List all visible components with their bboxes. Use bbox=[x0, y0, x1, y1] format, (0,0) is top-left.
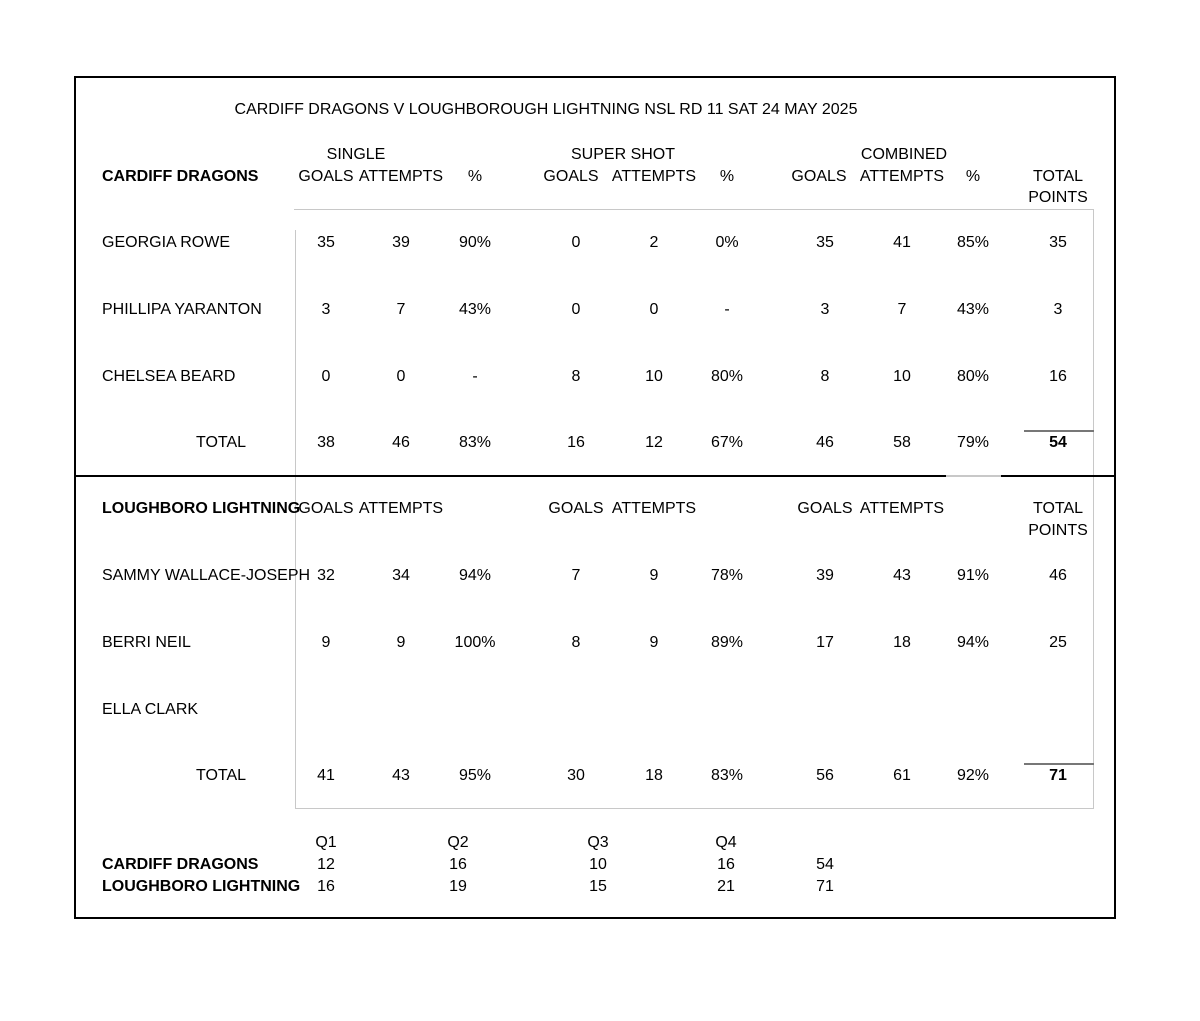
stat-cell: 3 bbox=[321, 301, 331, 318]
col-header-goals: GOALS bbox=[298, 168, 354, 185]
super-shot-header: SUPER SHOT bbox=[570, 146, 676, 163]
stat-cell: 78% bbox=[710, 567, 744, 584]
cardiff-team-heading: CARDIFF DRAGONS bbox=[102, 168, 259, 185]
stat-cell: - bbox=[724, 301, 730, 318]
total-stat-cell: 56 bbox=[816, 767, 834, 784]
col-header-attempts: ATTEMPTS bbox=[611, 500, 697, 517]
stat-cell: 80% bbox=[956, 368, 990, 385]
section-divider-gap bbox=[946, 475, 1001, 477]
col-header-attempts: ATTEMPTS bbox=[859, 168, 945, 185]
stat-cell: 39 bbox=[816, 567, 834, 584]
total-stat-cell: 46 bbox=[816, 434, 834, 451]
col-header-goals: GOALS bbox=[543, 168, 599, 185]
col-header-pct: % bbox=[719, 168, 735, 185]
combined-header: COMBINED bbox=[860, 146, 948, 163]
stat-cell: 0 bbox=[571, 301, 581, 318]
player-name: CHELSEA BEARD bbox=[102, 368, 236, 385]
total-stat-cell: 61 bbox=[893, 767, 911, 784]
total-stat-cell: 38 bbox=[317, 434, 335, 451]
stat-cell: 0 bbox=[571, 234, 581, 251]
stat-cell: 32 bbox=[317, 567, 335, 584]
stat-cell: 3 bbox=[820, 301, 830, 318]
total-stat-cell: 43 bbox=[392, 767, 410, 784]
stat-cell: 35 bbox=[317, 234, 335, 251]
stat-cell: 2 bbox=[649, 234, 659, 251]
col-header-goals: GOALS bbox=[797, 500, 853, 517]
col-header-pct: % bbox=[965, 168, 981, 185]
stat-cell: 8 bbox=[571, 368, 581, 385]
quarter-score: 19 bbox=[449, 878, 467, 895]
stat-cell: 0 bbox=[396, 368, 406, 385]
quarter-score: 21 bbox=[717, 878, 735, 895]
stat-cell: 100% bbox=[454, 634, 496, 651]
total-stat-cell: 41 bbox=[317, 767, 335, 784]
total-stat-cell: 79% bbox=[956, 434, 990, 451]
stat-cell: 35 bbox=[1049, 234, 1067, 251]
stat-cell: 94% bbox=[956, 634, 990, 651]
stat-cell: 10 bbox=[893, 368, 911, 385]
stat-cell: 0 bbox=[321, 368, 331, 385]
player-name: SAMMY WALLACE-JOSEPH bbox=[102, 567, 311, 584]
total-stat-cell: 30 bbox=[567, 767, 585, 784]
stat-cell: 43% bbox=[956, 301, 990, 318]
stat-cell: 43% bbox=[458, 301, 492, 318]
col-header-attempts: ATTEMPTS bbox=[611, 168, 697, 185]
match-title: CARDIFF DRAGONS V LOUGHBOROUGH LIGHTNING NSL RD 11 SAT 24 MAY 2025 bbox=[234, 101, 858, 118]
total-label: TOTAL bbox=[195, 767, 247, 784]
total-points-rule bbox=[1024, 430, 1094, 432]
quarters-team-name: LOUGHBORO LIGHTNING bbox=[102, 878, 301, 895]
stat-cell: 46 bbox=[1049, 567, 1067, 584]
col-header-total: TOTAL bbox=[1032, 500, 1084, 517]
col-header-points: POINTS bbox=[1028, 189, 1088, 206]
stat-cell: 18 bbox=[893, 634, 911, 651]
scoresheet-frame bbox=[74, 76, 1116, 919]
stat-cell: 90% bbox=[458, 234, 492, 251]
stat-cell: 10 bbox=[645, 368, 663, 385]
total-points-rule bbox=[1024, 763, 1094, 765]
total-label: TOTAL bbox=[195, 434, 247, 451]
stat-cell: 9 bbox=[396, 634, 406, 651]
quarter-score: 12 bbox=[317, 856, 335, 873]
col-header-total: TOTAL bbox=[1032, 168, 1084, 185]
stat-cell: 34 bbox=[392, 567, 410, 584]
stat-cell: 3 bbox=[1053, 301, 1063, 318]
stat-cell: 85% bbox=[956, 234, 990, 251]
col-header-goals: GOALS bbox=[791, 168, 847, 185]
stat-cell: 8 bbox=[820, 368, 830, 385]
stat-cell: 39 bbox=[392, 234, 410, 251]
total-stat-cell: 83% bbox=[710, 767, 744, 784]
stat-cell: 0 bbox=[649, 301, 659, 318]
table-top-rule bbox=[294, 209, 1094, 210]
col-header-goals: GOALS bbox=[298, 500, 354, 517]
col-header-pct: % bbox=[467, 168, 483, 185]
total-points-cell: 71 bbox=[1049, 767, 1067, 784]
stat-cell: 94% bbox=[458, 567, 492, 584]
stat-cell: 9 bbox=[649, 567, 659, 584]
quarter-label-q2: Q2 bbox=[447, 834, 469, 851]
stat-cell: 9 bbox=[649, 634, 659, 651]
total-stat-cell: 92% bbox=[956, 767, 990, 784]
stat-cell: 17 bbox=[816, 634, 834, 651]
quarter-label-q1: Q1 bbox=[315, 834, 337, 851]
total-stat-cell: 18 bbox=[645, 767, 663, 784]
stat-cell: - bbox=[472, 368, 478, 385]
stat-cell: 9 bbox=[321, 634, 331, 651]
quarter-score: 16 bbox=[317, 878, 335, 895]
stat-cell: 43 bbox=[893, 567, 911, 584]
player-name: BERRI NEIL bbox=[102, 634, 191, 651]
total-stat-cell: 46 bbox=[392, 434, 410, 451]
stat-cell: 25 bbox=[1049, 634, 1067, 651]
total-stat-cell: 95% bbox=[458, 767, 492, 784]
table-bottom-rule bbox=[295, 808, 1094, 809]
total-stat-cell: 58 bbox=[893, 434, 911, 451]
stat-cell: 89% bbox=[710, 634, 744, 651]
col-header-attempts: ATTEMPTS bbox=[859, 500, 945, 517]
total-stat-cell: 12 bbox=[645, 434, 663, 451]
quarter-score: 16 bbox=[449, 856, 467, 873]
stat-cell: 8 bbox=[571, 634, 581, 651]
quarter-score: 10 bbox=[589, 856, 607, 873]
quarter-label-q4: Q4 bbox=[715, 834, 737, 851]
col-header-attempts: ATTEMPTS bbox=[358, 500, 444, 517]
player-name: ELLA CLARK bbox=[102, 701, 199, 718]
stat-cell: 7 bbox=[897, 301, 907, 318]
stat-cell: 0% bbox=[715, 234, 739, 251]
total-stat-cell: 83% bbox=[458, 434, 492, 451]
stat-cell: 7 bbox=[571, 567, 581, 584]
stat-cell: 7 bbox=[396, 301, 406, 318]
single-header: SINGLE bbox=[326, 146, 386, 163]
stat-cell: 16 bbox=[1049, 368, 1067, 385]
col-header-points: POINTS bbox=[1028, 522, 1088, 539]
total-points-cell: 54 bbox=[1049, 434, 1067, 451]
total-stat-cell: 16 bbox=[567, 434, 585, 451]
loughboro-team-heading: LOUGHBORO LIGHTNING bbox=[102, 500, 301, 517]
player-name: PHILLIPA YARANTON bbox=[102, 301, 262, 318]
quarter-final-score: 71 bbox=[816, 878, 834, 895]
table-right-rule bbox=[1093, 209, 1094, 808]
col-header-goals: GOALS bbox=[548, 500, 604, 517]
col-header-attempts: ATTEMPTS bbox=[358, 168, 444, 185]
stat-cell: 41 bbox=[893, 234, 911, 251]
quarter-score: 16 bbox=[717, 856, 735, 873]
stat-cell: 80% bbox=[710, 368, 744, 385]
stat-cell: 35 bbox=[816, 234, 834, 251]
quarter-final-score: 54 bbox=[816, 856, 834, 873]
total-stat-cell: 67% bbox=[710, 434, 744, 451]
quarters-team-name: CARDIFF DRAGONS bbox=[102, 856, 259, 873]
player-name: GEORGIA ROWE bbox=[102, 234, 231, 251]
stat-cell: 91% bbox=[956, 567, 990, 584]
table-left-rule bbox=[295, 230, 296, 808]
quarter-label-q3: Q3 bbox=[587, 834, 609, 851]
quarter-score: 15 bbox=[589, 878, 607, 895]
